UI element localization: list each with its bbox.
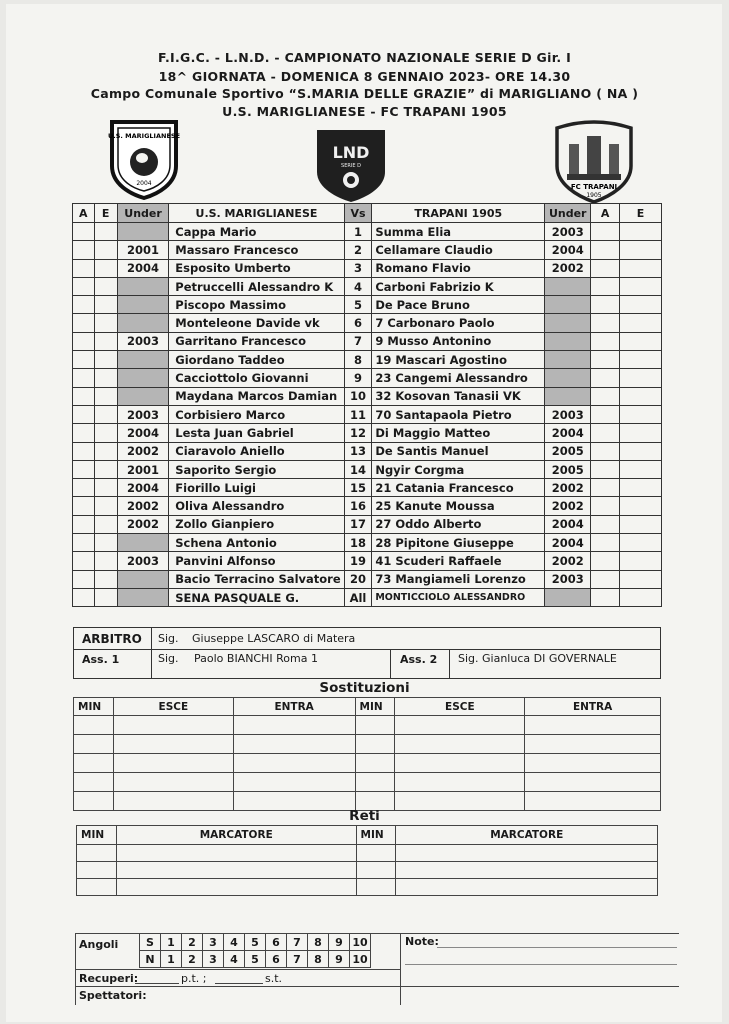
home-a-cell (73, 460, 95, 478)
home-logo-text: U.S. MARIGLIANESE (108, 132, 180, 140)
home-player-cell: Lesta Juan Gabriel (169, 424, 344, 442)
home-a-cell (73, 442, 95, 460)
home-player-cell: Bacio Terracino Salvatore (169, 570, 344, 588)
home-under-cell (117, 570, 168, 588)
away-under-cell: 2003 (545, 405, 591, 423)
ass1-label: Ass. 1 (82, 653, 120, 666)
home-a-cell (73, 570, 95, 588)
lnd-logo (315, 128, 387, 204)
home-a-cell (73, 552, 95, 570)
angoli-n-cell: 3 (203, 951, 224, 968)
away-a-cell (591, 442, 620, 460)
arbitro-sig: Sig. (158, 632, 179, 645)
home-under-cell (117, 534, 168, 552)
home-a-cell (73, 497, 95, 515)
roster-row (73, 534, 662, 552)
home-a-cell (73, 351, 95, 369)
home-a-cell (73, 314, 95, 332)
pt-label: p.t. ; (181, 972, 207, 985)
away-a-cell (591, 588, 620, 606)
footer-box (75, 933, 679, 1005)
away-e-cell (620, 424, 662, 442)
home-a-cell (73, 277, 95, 295)
sost-row (74, 716, 661, 735)
home-e-cell (94, 314, 117, 332)
sostituzioni-header-row (74, 698, 661, 716)
reti-marcatore-header-2: MARCATORE (396, 826, 658, 845)
home-player-cell: Ciaravolo Aniello (169, 442, 344, 460)
sost-min-header: MIN (74, 698, 114, 716)
away-e-cell (620, 405, 662, 423)
home-e-cell (94, 332, 117, 350)
shirt-number-cell: 7 (344, 332, 372, 350)
shirt-number-cell: 6 (344, 314, 372, 332)
away-under-cell (545, 387, 591, 405)
home-a-cell (73, 479, 95, 497)
angoli-s-cell: 1 (161, 934, 182, 951)
away-player-cell: 21 Catania Francesco (372, 479, 545, 497)
reti-row (77, 879, 658, 896)
away-logo-text: FC TRAPANI (570, 183, 618, 191)
roster-row (73, 570, 662, 588)
home-e-cell (94, 223, 117, 241)
away-under-cell (545, 296, 591, 314)
away-a-cell (591, 351, 620, 369)
ass2-name: Sig. Gianluca DI GOVERNALE (458, 652, 617, 665)
home-player-cell: Oliva Alessandro (169, 497, 344, 515)
home-player-cell: Cappa Mario (169, 223, 344, 241)
away-e-cell (620, 534, 662, 552)
away-a-cell (591, 405, 620, 423)
away-player-cell: 25 Kanute Moussa (372, 497, 545, 515)
shirt-number-cell: 12 (344, 424, 372, 442)
home-a-cell (73, 534, 95, 552)
home-e-cell (94, 241, 117, 259)
sost-min-header-2: MIN (355, 698, 395, 716)
roster-row (73, 351, 662, 369)
away-e-cell (620, 296, 662, 314)
home-e-cell (94, 296, 117, 314)
sost-entra-header: ENTRA (233, 698, 355, 716)
away-under-cell: 2005 (545, 460, 591, 478)
angoli-s-cell: 10 (350, 934, 371, 951)
shirt-number-cell: 11 (344, 405, 372, 423)
reti-row (77, 862, 658, 879)
home-under-cell: 2003 (117, 405, 168, 423)
home-player-cell: Zollo Gianpiero (169, 515, 344, 533)
away-e-cell (620, 479, 662, 497)
away-player-cell: 70 Santapaola Pietro (372, 405, 545, 423)
roster-row (73, 588, 662, 606)
away-team-header: TRAPANI 1905 (372, 204, 545, 223)
away-e-cell (620, 277, 662, 295)
home-under-cell: 2003 (117, 552, 168, 570)
home-under-cell: 2004 (117, 479, 168, 497)
away-player-cell: 41 Scuderi Raffaele (372, 552, 545, 570)
lnd-logo-sub: SERIE D (341, 163, 361, 169)
home-e-cell (94, 387, 117, 405)
shirt-number-cell: 1 (344, 223, 372, 241)
home-a-cell (73, 424, 95, 442)
shirt-number-cell: 14 (344, 460, 372, 478)
away-under-cell (545, 351, 591, 369)
shirt-number-cell: 3 (344, 259, 372, 277)
away-under-cell (545, 588, 591, 606)
away-player-cell: 19 Mascari Agostino (372, 351, 545, 369)
home-e-cell (94, 534, 117, 552)
vs-header: Vs (344, 204, 372, 223)
away-player-cell: 73 Mangiameli Lorenzo (372, 570, 545, 588)
home-player-cell: Maydana Marcos Damian (169, 387, 344, 405)
home-under-cell (117, 277, 168, 295)
angoli-s-cell: 4 (224, 934, 245, 951)
home-a-cell (73, 259, 95, 277)
home-under-cell (117, 369, 168, 387)
away-player-cell: De Santis Manuel (372, 442, 545, 460)
home-player-cell: Monteleone Davide vk (169, 314, 344, 332)
roster-row (73, 515, 662, 533)
home-player-cell: Piscopo Massimo (169, 296, 344, 314)
away-a-cell (591, 387, 620, 405)
shirt-number-cell: 17 (344, 515, 372, 533)
home-e-cell (94, 497, 117, 515)
angoli-s-cell: 8 (308, 934, 329, 951)
sostituzioni-table (73, 697, 661, 811)
roster-row (73, 241, 662, 259)
home-under-cell (117, 314, 168, 332)
lnd-logo-text: LND (332, 143, 370, 162)
away-e-cell (620, 314, 662, 332)
home-a-cell (73, 296, 95, 314)
away-player-cell: Carboni Fabrizio K (372, 277, 545, 295)
away-a-cell (591, 515, 620, 533)
angoli-s-cell: 3 (203, 934, 224, 951)
away-player-cell: Romano Flavio (372, 259, 545, 277)
away-e-cell (620, 515, 662, 533)
home-under-cell: 2004 (117, 424, 168, 442)
home-under-cell: 2002 (117, 442, 168, 460)
angoli-n-cell: 1 (161, 951, 182, 968)
home-a-cell (73, 332, 95, 350)
away-player-cell: 27 Oddo Alberto (372, 515, 545, 533)
roster-header-row (73, 204, 662, 223)
away-a-cell (591, 369, 620, 387)
roster-row (73, 277, 662, 295)
home-team-logo (108, 118, 180, 200)
angoli-n-cell: 9 (329, 951, 350, 968)
roster-row (73, 387, 662, 405)
angoli-n-cell: 7 (287, 951, 308, 968)
arbitro-name: Giuseppe LASCARO di Matera (192, 632, 356, 645)
shirt-number-cell: 2 (344, 241, 372, 259)
shirt-number-cell: 20 (344, 570, 372, 588)
home-e-cell (94, 259, 117, 277)
home-a-cell (73, 515, 95, 533)
away-under-cell: 2004 (545, 424, 591, 442)
away-e-cell (620, 241, 662, 259)
st-label: s.t. (265, 972, 283, 985)
away-a-cell (591, 424, 620, 442)
home-player-cell: Massaro Francesco (169, 241, 344, 259)
home-player-cell: Fiorillo Luigi (169, 479, 344, 497)
roster-row (73, 442, 662, 460)
home-under-cell: 2001 (117, 460, 168, 478)
roster-row (73, 332, 662, 350)
home-e-cell (94, 479, 117, 497)
home-under-cell (117, 351, 168, 369)
away-under-cell (545, 277, 591, 295)
away-e-cell (620, 552, 662, 570)
home-player-cell: Schena Antonio (169, 534, 344, 552)
home-team-header: U.S. MARIGLIANESE (169, 204, 344, 223)
away-e-cell (620, 387, 662, 405)
reti-min-header-2: MIN (356, 826, 396, 845)
angoli-row-s (140, 934, 371, 951)
away-under-cell: 2004 (545, 241, 591, 259)
away-team-logo (553, 118, 635, 204)
away-logo-year: 1905 (586, 192, 602, 199)
home-e-cell (94, 277, 117, 295)
away-under-cell (545, 314, 591, 332)
home-player-cell: Petruccelli Alessandro K (169, 277, 344, 295)
angoli-label: Angoli (79, 938, 119, 951)
home-player-cell: Esposito Umberto (169, 259, 344, 277)
away-e-cell (620, 460, 662, 478)
arbitro-label: ARBITRO (82, 632, 142, 646)
away-e-header: E (620, 204, 662, 223)
angoli-s-cell: 6 (266, 934, 287, 951)
angoli-s-cell: 9 (329, 934, 350, 951)
home-player-cell: Panvini Alfonso (169, 552, 344, 570)
angoli-n-cell: 2 (182, 951, 203, 968)
away-player-cell: Summa Elia (372, 223, 545, 241)
home-a-cell (73, 223, 95, 241)
shirt-number-cell: 13 (344, 442, 372, 460)
shirt-number-cell: 9 (344, 369, 372, 387)
shirt-number-cell: 4 (344, 277, 372, 295)
home-e-cell (94, 588, 117, 606)
away-a-cell (591, 332, 620, 350)
reti-marcatore-header: MARCATORE (116, 826, 356, 845)
away-a-cell (591, 296, 620, 314)
angoli-n-cell: 4 (224, 951, 245, 968)
home-e-cell (94, 442, 117, 460)
away-e-cell (620, 259, 662, 277)
reti-table (76, 825, 658, 896)
away-a-header: A (591, 204, 620, 223)
shirt-number-cell: 10 (344, 387, 372, 405)
ass1-name: Paolo BIANCHI Roma 1 (194, 652, 318, 665)
away-under-cell: 2003 (545, 223, 591, 241)
home-e-cell (94, 369, 117, 387)
away-player-cell: 9 Musso Antonino (372, 332, 545, 350)
sost-row (74, 754, 661, 773)
recuperi-label: Recuperi: (79, 972, 139, 985)
header-line-2: 18^ GIORNATA - DOMENICA 8 GENNAIO 2023- ORE 14.30 (158, 69, 571, 84)
away-e-cell (620, 332, 662, 350)
roster-row (73, 497, 662, 515)
home-a-header: A (73, 204, 95, 223)
home-a-cell (73, 387, 95, 405)
away-e-cell (620, 223, 662, 241)
away-e-cell (620, 442, 662, 460)
home-under-cell (117, 223, 168, 241)
away-under-cell: 2002 (545, 497, 591, 515)
home-e-cell (94, 552, 117, 570)
away-under-cell (545, 369, 591, 387)
away-under-cell: 2003 (545, 570, 591, 588)
home-e-cell (94, 515, 117, 533)
home-a-cell (73, 588, 95, 606)
angoli-s-cell: 5 (245, 934, 266, 951)
shirt-number-cell: 19 (344, 552, 372, 570)
home-e-cell (94, 351, 117, 369)
away-a-cell (591, 314, 620, 332)
angoli-n-cell: 10 (350, 951, 371, 968)
shirt-number-cell: 15 (344, 479, 372, 497)
angoli-n-cell: 6 (266, 951, 287, 968)
home-player-cell: Giordano Taddeo (169, 351, 344, 369)
home-e-cell (94, 424, 117, 442)
home-a-cell (73, 405, 95, 423)
reti-title: Reti (349, 808, 380, 824)
roster-row (73, 296, 662, 314)
sostituzioni-title: Sostituzioni (319, 680, 410, 696)
shirt-number-cell: 18 (344, 534, 372, 552)
shirt-number-cell: 8 (344, 351, 372, 369)
home-under-cell: 2002 (117, 515, 168, 533)
away-player-cell: 7 Carbonaro Paolo (372, 314, 545, 332)
home-player-cell: Saporito Sergio (169, 460, 344, 478)
note-label: Note: (405, 935, 439, 948)
home-under-header: Under (117, 204, 168, 223)
officials-box (73, 627, 661, 679)
roster-table (72, 203, 662, 607)
away-player-cell: MONTICCIOLO ALESSANDRO (372, 588, 545, 606)
away-a-cell (591, 534, 620, 552)
sost-row (74, 773, 661, 792)
away-player-cell: De Pace Bruno (372, 296, 545, 314)
roster-row (73, 479, 662, 497)
sost-esce-header: ESCE (113, 698, 233, 716)
angoli-n-label: N (140, 951, 161, 968)
away-a-cell (591, 277, 620, 295)
shirt-number-cell: 16 (344, 497, 372, 515)
away-e-cell (620, 369, 662, 387)
roster-row (73, 405, 662, 423)
home-player-cell: Corbisiero Marco (169, 405, 344, 423)
home-e-cell (94, 570, 117, 588)
reti-header-row (77, 826, 658, 845)
away-under-cell: 2002 (545, 552, 591, 570)
angoli-s-cell: 2 (182, 934, 203, 951)
angoli-n-cell: 5 (245, 951, 266, 968)
home-player-cell: Garritano Francesco (169, 332, 344, 350)
away-under-header: Under (545, 204, 591, 223)
away-a-cell (591, 552, 620, 570)
home-player-cell: Cacciottolo Giovanni (169, 369, 344, 387)
header-line-4: U.S. MARIGLIANESE - FC TRAPANI 1905 (222, 104, 507, 119)
roster-row (73, 424, 662, 442)
angoli-table (139, 933, 371, 968)
away-player-cell: Cellamare Claudio (372, 241, 545, 259)
away-player-cell: 23 Cangemi Alessandro (372, 369, 545, 387)
home-under-cell (117, 588, 168, 606)
away-player-cell: Ngyir Corgma (372, 460, 545, 478)
away-player-cell: Di Maggio Matteo (372, 424, 545, 442)
away-a-cell (591, 223, 620, 241)
away-under-cell (545, 332, 591, 350)
angoli-row-n (140, 951, 371, 968)
home-under-cell: 2003 (117, 332, 168, 350)
header-line-1: F.I.G.C. - L.N.D. - CAMPIONATO NAZIONALE SERIE D Gir. I (157, 50, 572, 65)
roster-row (73, 259, 662, 277)
away-a-cell (591, 570, 620, 588)
reti-min-header: MIN (77, 826, 117, 845)
roster-row (73, 314, 662, 332)
home-under-cell: 2002 (117, 497, 168, 515)
roster-row (73, 223, 662, 241)
home-under-cell (117, 387, 168, 405)
ass1-sig: Sig. (158, 652, 179, 665)
away-a-cell (591, 259, 620, 277)
sost-entra-header-2: ENTRA (525, 698, 661, 716)
home-under-cell: 2001 (117, 241, 168, 259)
sost-row (74, 735, 661, 754)
shirt-number-cell: 5 (344, 296, 372, 314)
header-line-3: Campo Comunale Sportivo “S.MARIA DELLE GRAZIE” di MARIGLIANO ( NA ) (90, 86, 639, 101)
angoli-n-cell: 8 (308, 951, 329, 968)
away-under-cell: 2002 (545, 479, 591, 497)
away-a-cell (591, 479, 620, 497)
away-under-cell: 2004 (545, 534, 591, 552)
roster-row (73, 460, 662, 478)
away-under-cell: 2002 (545, 259, 591, 277)
away-under-cell: 2004 (545, 515, 591, 533)
home-e-cell (94, 405, 117, 423)
away-under-cell: 2005 (545, 442, 591, 460)
roster-row (73, 552, 662, 570)
away-e-cell (620, 588, 662, 606)
away-e-cell (620, 351, 662, 369)
away-a-cell (591, 241, 620, 259)
shirt-number-cell: All (344, 588, 372, 606)
home-a-cell (73, 241, 95, 259)
sost-esce-header-2: ESCE (395, 698, 525, 716)
away-player-cell: 28 Pipitone Giuseppe (372, 534, 545, 552)
home-a-cell (73, 369, 95, 387)
roster-row (73, 369, 662, 387)
away-e-cell (620, 570, 662, 588)
spettatori-label: Spettatori: (79, 989, 147, 1002)
home-logo-year: 2004 (136, 180, 152, 187)
away-a-cell (591, 497, 620, 515)
home-e-cell (94, 460, 117, 478)
home-under-cell (117, 296, 168, 314)
away-a-cell (591, 460, 620, 478)
angoli-s-cell: 7 (287, 934, 308, 951)
home-under-cell: 2004 (117, 259, 168, 277)
ass2-label: Ass. 2 (400, 653, 438, 666)
home-e-header: E (94, 204, 117, 223)
away-player-cell: 32 Kosovan Tanasii VK (372, 387, 545, 405)
reti-row (77, 845, 658, 862)
home-player-cell: SENA PASQUALE G. (169, 588, 344, 606)
angoli-s-label: S (140, 934, 161, 951)
away-e-cell (620, 497, 662, 515)
